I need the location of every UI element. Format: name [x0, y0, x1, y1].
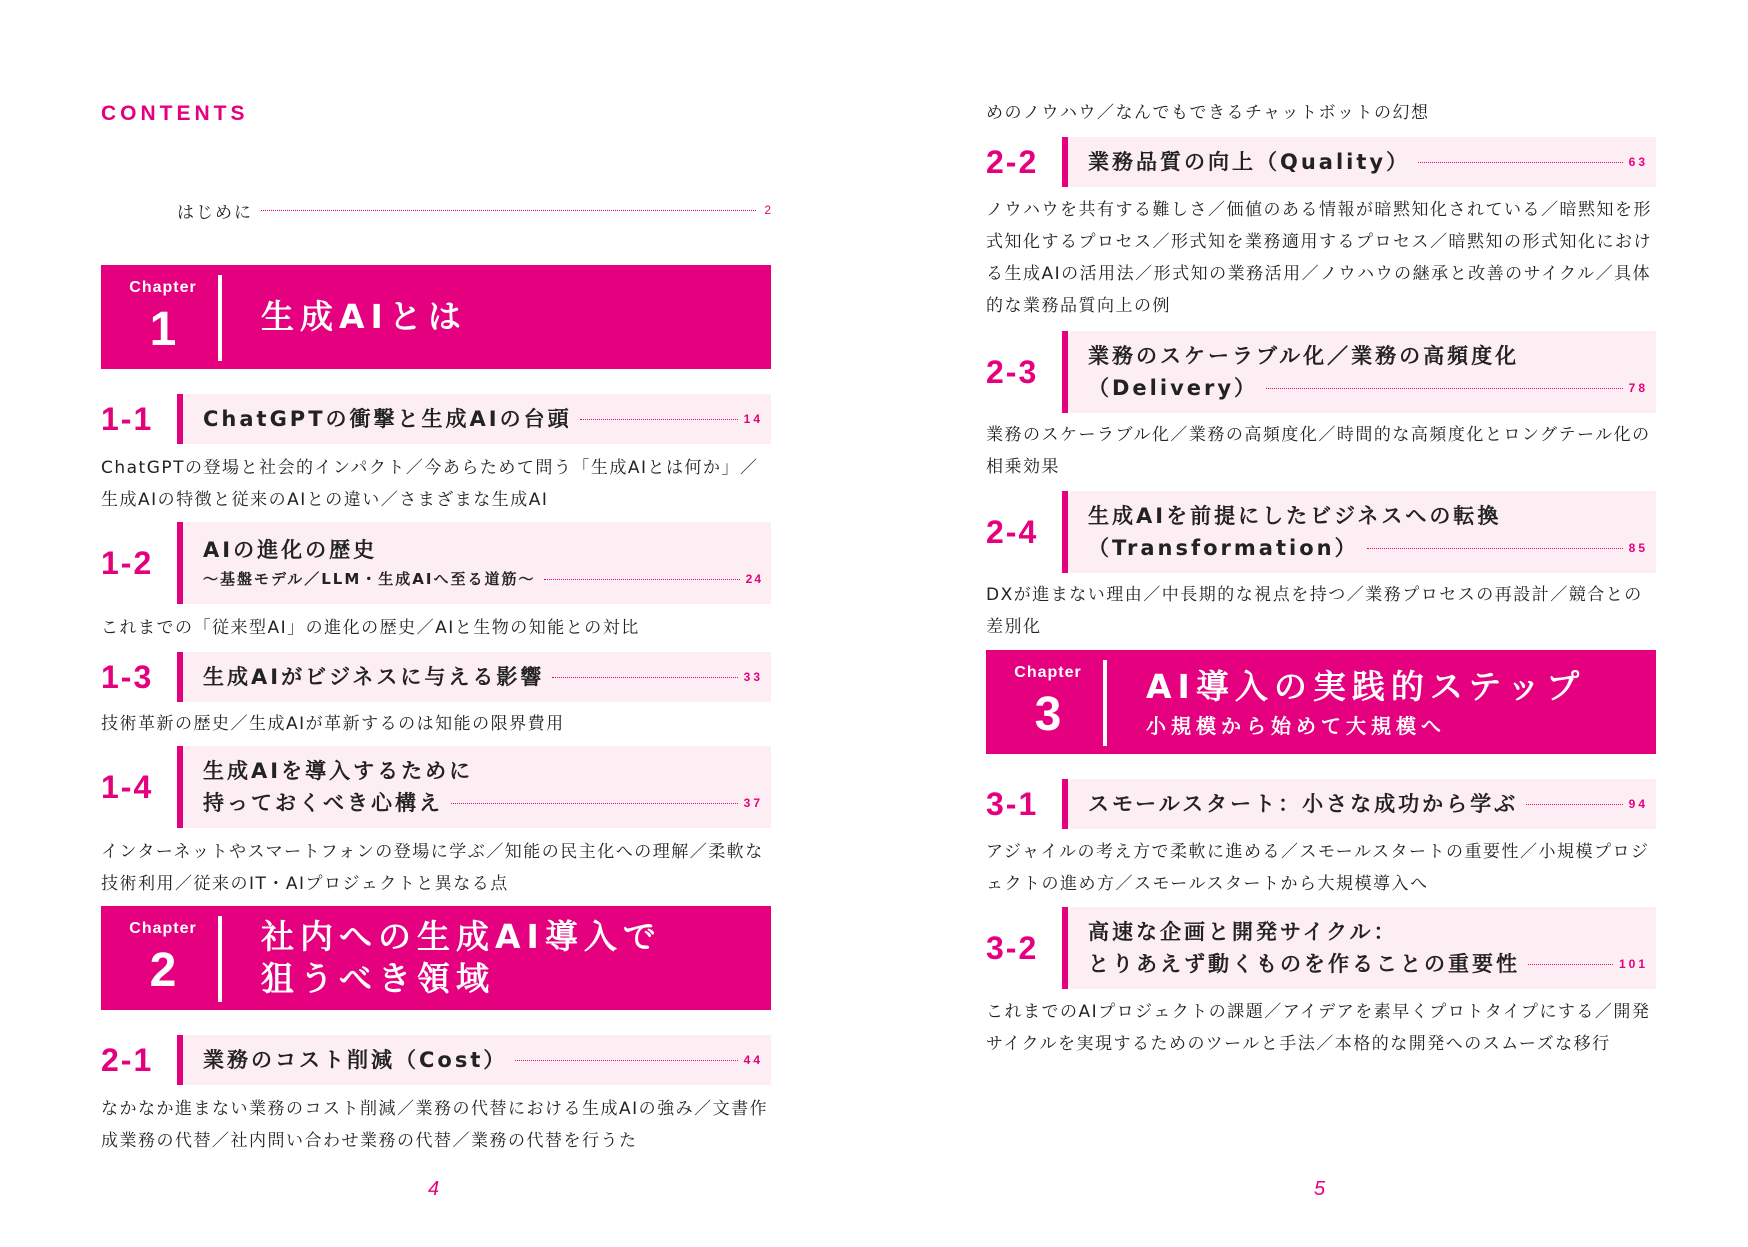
section-bar: [177, 1035, 183, 1085]
chapter-title: 生成AIとは: [261, 297, 467, 336]
page-ref: 2: [764, 203, 771, 217]
section-content: [203, 746, 763, 828]
section-title-box: [177, 522, 771, 604]
section-title-line: [1088, 788, 1648, 820]
dot-leader: [261, 210, 756, 211]
section-bar: [1062, 491, 1068, 573]
section-bar: [177, 394, 183, 444]
section-bar: [1062, 779, 1068, 829]
dot-leader: [451, 803, 738, 804]
section-2-2-topics: ノウハウを共有する難しさ／価値のある情報が暗黙知化されている／暗黙知を形式知化するプロセス／形式知を業務適用するプロセス／暗黙知の形式知化における生成AIの活用法／形式知の業務活用／ノウハウの継承と改善のサイクル／具体的な業務品質向上の例: [986, 200, 1652, 316]
section-number: 2-3: [986, 353, 1039, 390]
chapter-title-block: [261, 265, 467, 369]
section-2-4-topics: DXが進まない理由／中長期的な視点を持つ／業務プロセスの再設計／競合との差別化: [986, 585, 1643, 637]
page-ref: 101: [1618, 957, 1648, 971]
section-1-4-topics: インターネットやスマートフォンの登場に学ぶ／知能の民主化への理解／柔軟な技術利用／従来のIT・AIプロジェクトと異なる点: [101, 842, 764, 894]
section-title-box: [1062, 331, 1656, 413]
section-number: 1-2: [101, 544, 154, 581]
chapter-divider: [218, 916, 222, 1002]
section-2-4[interactable]: [986, 491, 1656, 573]
section-content: [203, 522, 763, 604]
section-title-box: [177, 746, 771, 828]
section-1-1[interactable]: [101, 394, 771, 444]
dot-leader: [552, 677, 737, 678]
section-title-line-2: [1088, 532, 1648, 564]
dot-leader: [580, 419, 738, 420]
section-1-3[interactable]: [101, 652, 771, 702]
dot-leader: [544, 579, 740, 580]
section-3-2-topics: これまでのAIプロジェクトの課題／アイデアを素早くプロトタイプにする／開発サイクルを実現するためのツールと手法／本格的な開発へのスムーズな移行: [986, 1002, 1651, 1054]
page-number: 4: [428, 1178, 440, 1200]
dot-leader: [1367, 548, 1623, 549]
chapter-label: Chapter: [129, 279, 197, 296]
section-content: [1088, 331, 1648, 413]
section-bar: [1062, 907, 1068, 989]
section-2-1[interactable]: [101, 1035, 771, 1085]
dot-leader: [515, 1060, 737, 1061]
section-1-2-topics: これまでの「従来型AI」の進化の歴史／AIと生物の知能との対比: [101, 618, 640, 638]
section-number: 2-2: [986, 143, 1039, 180]
section-3-1[interactable]: [986, 779, 1656, 829]
section-2-1-topics: なかなか進まない業務のコスト削減／業務の代替における生成AIの強み／文書作成業務の代替／社内問い合わせ業務の代替／業務の代替を行うた: [101, 1099, 769, 1151]
section-1-2[interactable]: [101, 522, 771, 604]
toc-entry-label: はじめに: [177, 202, 253, 223]
section-content: [203, 1035, 763, 1085]
chapter-1-banner[interactable]: [101, 265, 771, 369]
page-number: 5: [1314, 1178, 1326, 1200]
section-subtitle-line: [203, 566, 763, 592]
section-title: AIの進化の歴史: [203, 538, 378, 562]
chapter-number: 2: [149, 944, 177, 997]
section-title-line-1: 高速な企画と開発サイクル：: [1088, 920, 1398, 944]
section-3-1-topics: アジャイルの考え方で柔軟に進める／スモールスタートの重要性／小規模プロジェクトの進め方／スモールスタートから大規模導入へ: [986, 842, 1650, 894]
section-title-line-1: 生成AIを導入するために: [203, 759, 474, 783]
section-title-box: [1062, 491, 1656, 573]
section-title-line: [1088, 146, 1648, 178]
section-content: [1088, 491, 1648, 573]
section-number: 1-1: [101, 400, 154, 437]
chapter-2-banner[interactable]: [101, 906, 771, 1010]
section-title-box: [1062, 907, 1656, 989]
section-title-box: [177, 1035, 771, 1085]
section-2-3-topics: 業務のスケーラブル化／業務の高頻度化／時間的な高頻度化とロングテール化の相乗効果: [986, 425, 1651, 477]
page-ref: 85: [1628, 541, 1648, 555]
section-title-line-2: [1088, 372, 1648, 404]
dot-leader: [1418, 162, 1623, 163]
section-content: [203, 394, 763, 444]
dot-leader: [1266, 388, 1623, 389]
section-bar: [177, 652, 183, 702]
section-1-4[interactable]: [101, 746, 771, 828]
section-number: 3-1: [986, 785, 1039, 822]
chapter-number: 1: [149, 303, 177, 356]
section-content: [203, 652, 763, 702]
page-ref: 37: [743, 796, 763, 810]
section-title-line-2: [203, 787, 763, 819]
dot-leader: [1526, 804, 1623, 805]
section-2-1-topics-continued: めのノウハウ／なんでもできるチャットボットの幻想: [986, 103, 1430, 123]
contents-heading: CONTENTS: [101, 102, 249, 125]
section-bar: [1062, 331, 1068, 413]
page-ref: 94: [1628, 797, 1648, 811]
chapter-number: 3: [1034, 688, 1062, 741]
page-ref: 63: [1628, 155, 1648, 169]
section-title-line-1: 生成AIを前提にしたビジネスへの転換: [1088, 504, 1502, 528]
section-title-part: （Transformation）: [1088, 536, 1359, 560]
section-title-box: [1062, 779, 1656, 829]
section-number: 2-1: [101, 1041, 154, 1078]
section-content: [1088, 907, 1648, 989]
section-title: ChatGPTの衝撃と生成AIの台頭: [203, 407, 572, 431]
section-title-line: [203, 403, 763, 435]
section-content: [1088, 137, 1648, 187]
section-bar: [177, 522, 183, 604]
section-2-2[interactable]: [986, 137, 1656, 187]
section-title-part: 持っておくべき心構え: [203, 791, 443, 815]
section-title: 生成AIがビジネスに与える影響: [203, 665, 545, 689]
section-title-line-2: [1088, 948, 1648, 980]
chapter-3-banner[interactable]: [986, 650, 1656, 754]
section-title-box: [1062, 137, 1656, 187]
section-number: 1-3: [101, 658, 154, 695]
section-title-box: [177, 394, 771, 444]
section-title-line-1: 業務のスケーラブル化／業務の高頻度化: [1088, 344, 1520, 368]
chapter-title-line-2: 狙うべき領域: [261, 959, 495, 998]
section-bar: [1062, 137, 1068, 187]
section-1-3-topics: 技術革新の歴史／生成AIが革新するのは知能の限界費用: [101, 714, 565, 734]
chapter-divider: [1103, 660, 1107, 746]
chapter-title-line-1: 社内への生成AI導入で: [261, 917, 662, 956]
section-number: 1-4: [101, 768, 154, 805]
chapter-divider: [218, 275, 222, 361]
page-ref: 33: [743, 670, 763, 684]
section-number: 3-2: [986, 929, 1039, 966]
page-ref: 44: [743, 1053, 763, 1067]
chapter-label: Chapter: [1014, 664, 1082, 681]
chapter-title-block: [1146, 650, 1585, 754]
section-title: スモールスタート：小さな成功から学ぶ: [1088, 792, 1519, 816]
section-title: 業務のコスト削減（Cost）: [203, 1048, 508, 1072]
chapter-title: AI導入の実践的ステップ: [1146, 666, 1586, 706]
section-2-3[interactable]: [986, 331, 1656, 413]
toc-entry-intro[interactable]: [177, 195, 771, 225]
section-title-line: [203, 1044, 763, 1076]
chapter-subtitle: 小規模から始めて大規模へ: [1146, 713, 1446, 738]
section-content: [1088, 779, 1648, 829]
section-3-2[interactable]: [986, 907, 1656, 989]
section-title-part: とりあえず動くものを作ることの重要性: [1088, 952, 1520, 976]
page-ref: 78: [1628, 381, 1648, 395]
section-1-1-topics: ChatGPTの登場と社会的インパクト／今あらためて問う「生成AIとは何か」／生成AIの特徴と従来のAIとの違い／さまざまな生成AI: [101, 458, 759, 510]
section-bar: [177, 746, 183, 828]
section-subtitle: 〜基盤モデル／LLM・生成AIへ至る道筋〜: [203, 570, 536, 588]
page-ref: 14: [743, 412, 763, 426]
section-title-part: （Delivery）: [1088, 376, 1259, 400]
section-title-box: [177, 652, 771, 702]
section-title: 業務品質の向上（Quality）: [1088, 150, 1411, 174]
page-ref: 24: [745, 572, 763, 586]
chapter-label: Chapter: [129, 920, 197, 937]
section-number: 2-4: [986, 513, 1039, 550]
dot-leader: [1528, 964, 1613, 965]
chapter-title-block: [261, 906, 662, 1010]
section-title-line: [203, 661, 763, 693]
